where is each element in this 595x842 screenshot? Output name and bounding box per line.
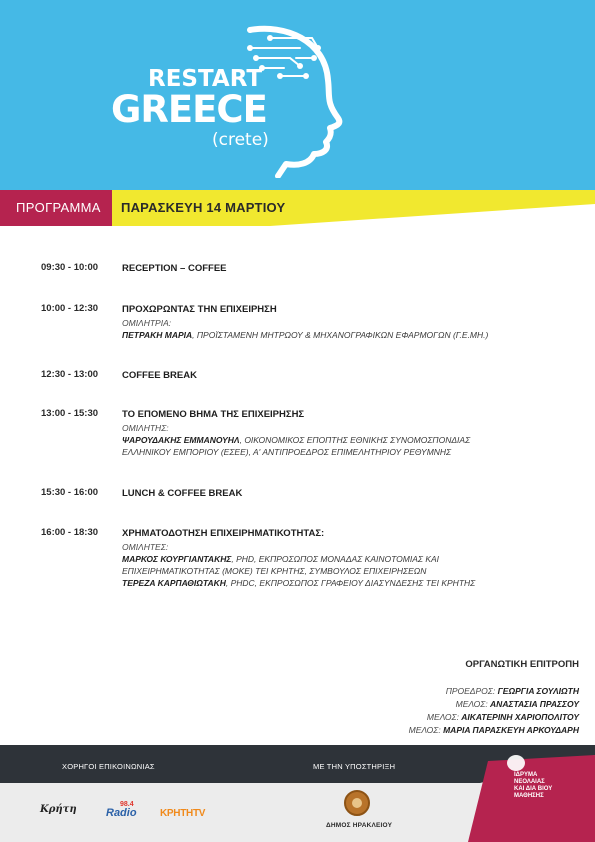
municipality-seal-icon [344, 790, 370, 816]
member-role: ΜΕΛΟΣ: [408, 725, 444, 735]
slot-body [122, 369, 562, 382]
speaker-line [122, 565, 562, 577]
member-role: ΜΕΛΟΣ: [455, 699, 491, 709]
slot-time: 15:30 - 16:00 [41, 487, 99, 498]
speaker-desc: , ΠΡΟΪΣΤΑΜΕΝΗ ΜΗΤΡΩΟΥ & ΜΗΧΑΝΟΓΡΑΦΙΚΩΝ ΕΦΑΡΜΟΓΩΝ (Γ.Ε.ΜΗ.) [192, 330, 489, 340]
speaker-desc: ΕΠΙΧΕΙΡΗΜΑΤΙΚΟΤΗΤΑΣ (ΜΟΚΕ) ΤΕΙ ΚΡΗΤΗΣ, ΣΥΜΒΟΥΛΟΣ ΕΠΙΧΕΙΡΗΣΕΩΝ [122, 566, 427, 576]
slot-title: ΤΟ ΕΠΟΜΕΝΟ ΒΗΜΑ ΤΗΣ ΕΠΙΧΕΙΡΗΣΗΣ [122, 409, 305, 420]
speaker-desc: , ΟΙΚΟΝΟΜΙΚΟΣ ΕΠΟΠΤΗΣ ΕΘΝΙΚΗΣ ΣΥΝΟΜΟΣΠΟΝΔΙΑΣ [239, 435, 471, 445]
speaker-desc: , PHD, ΕΚΠΡΟΣΩΠΟΣ ΜΟΝΑΔΑΣ ΚΑΙΝΟΤΟΜΙΑΣ ΚΑΙ [231, 554, 440, 564]
member-role: ΜΕΛΟΣ: [426, 712, 462, 722]
speaker-line [122, 577, 562, 589]
kriti-newspaper-logo: Κρήτη [40, 804, 77, 815]
committee-member [279, 711, 579, 724]
inedivim-logo-text [514, 772, 574, 800]
speaker-name: ΜΑΡΚΟΣ ΚΟΥΡΓΙΑΝΤΑΚΗΣ [122, 554, 232, 564]
slot-role: ΟΜΙΛΗΤΡΙΑ: [122, 318, 172, 328]
speaker-name: ΤΕΡΕΖΑ ΚΑΡΠΑΘΙΩΤΑΚΗ [122, 578, 226, 588]
slot-time: 13:00 - 15:30 [41, 408, 99, 419]
program-date: ΠΑΡΑΣΚΕΥΗ 14 ΜΑΡΤΙΟΥ [121, 200, 286, 215]
inedivim-line: ΚΑΙ ΔΙΑ ΒΙΟΥ [514, 786, 553, 792]
slot-body [122, 527, 562, 589]
municipality-name: ΔΗΜΟΣ ΗΡΑΚΛΕΙΟΥ [326, 822, 393, 829]
inedivim-line: ΜΑΘΗΣΗΣ [514, 793, 544, 799]
footer-background [0, 745, 595, 842]
speaker-desc: ΕΛΛΗΝΙΚΟΥ ΕΜΠΟΡΙΟΥ (ΕΣΕΕ), Α' ΑΝΤΙΠΡΟΕΔΡΟΣ ΕΠΙΜΕΛΗΤΗΡΙΟΥ ΡΕΘΥΜΝΗΣ [122, 447, 452, 457]
program-label: ΠΡΟΓΡΑΜΜΑ [16, 200, 101, 215]
member-role: ΠΡΟΕΔΡΟΣ: [445, 686, 498, 696]
committee-member [279, 698, 579, 711]
slot-body [122, 303, 562, 341]
slot-title: ΠΡΟΧΩΡΩΝΤΑΣ ΤΗΝ ΕΠΙΧΕΙΡΗΣΗ [122, 304, 277, 315]
member-name: ΓΕΩΡΓΙΑ ΣΟΥΛΙΩΤΗ [497, 686, 579, 696]
inedivim-line: ΙΔΡΥΜΑ [514, 772, 538, 778]
kriti-tv-logo: ΚΡΗΤΗTV [160, 808, 206, 819]
inedivim-line: ΝΕΟΛΑΙΑΣ [514, 779, 545, 785]
slot-role: ΟΜΙΛΗΤΕΣ: [122, 542, 169, 552]
logo-restart-text: RESTART [148, 66, 263, 92]
speaker-line [122, 329, 562, 341]
slot-time: 12:30 - 13:00 [41, 369, 99, 380]
slot-title: ΧΡΗΜΑΤΟΔΟΤΗΣΗ ΕΠΙΧΕΙΡΗΜΑΤΙΚΟΤΗΤΑΣ: [122, 528, 325, 539]
member-name: ΑΙΚΑΤΕΡΙΝΗ ΧΑΡΙΟΠΟΛΙΤΟΥ [461, 712, 579, 722]
footer [0, 745, 595, 842]
speaker-name: ΠΕΤΡΑΚΗ ΜΑΡΙΑ [122, 330, 193, 340]
radio-frequency: 98.4 [120, 801, 134, 808]
committee-title: ΟΡΓΑΝΩΤΙΚΗ ΕΠΙΤΡΟΠΗ [465, 659, 579, 670]
committee-member [279, 724, 579, 737]
slot-body [122, 262, 562, 275]
logo-crete-text: (crete) [212, 130, 269, 150]
slot-title: RECEPTION – COFFEE [122, 263, 227, 274]
speaker-desc: , PHDC, ΕΚΠΡΟΣΩΠΟΣ ΓΡΑΦΕΙΟΥ ΔΙΑΣΥΝΔΕΣΗΣ ΤΕΙ ΚΡΗΤΗΣ [225, 578, 476, 588]
speaker-line [122, 553, 562, 565]
slot-title: LUNCH & COFFEE BREAK [122, 488, 243, 499]
speaker-line [122, 434, 562, 446]
slot-time: 16:00 - 18:30 [41, 527, 99, 538]
slot-body [122, 487, 562, 500]
sponsors-label: ΧΟΡΗΓΟΙ ΕΠΙΚΟΙΝΩΝΙΑΣ [62, 762, 155, 771]
inedivim-logo-icon [507, 755, 525, 771]
logo-greece-text: GREECE [111, 88, 267, 131]
speaker-name: ΨΑΡΟΥΔΑΚΗΣ ΕΜΜΑΝΟΥΗΛ [122, 435, 240, 445]
member-name: ΜΑΡΙΑ ΠΑΡΑΣΚΕΥΗ ΑΡΚΟΥΔΑΡΗ [443, 725, 579, 735]
organizing-committee [279, 659, 579, 737]
header-banner [0, 0, 595, 190]
restart-greece-logo [100, 18, 360, 178]
committee-member [279, 685, 579, 698]
support-label: ΜΕ ΤΗΝ ΥΠΟΣΤΗΡΙΞΗ [313, 762, 396, 771]
slot-role: ΟΜΙΛΗΤΗΣ: [122, 423, 169, 433]
program-bar [0, 190, 595, 226]
slot-time: 10:00 - 12:30 [41, 303, 99, 314]
slot-time: 09:30 - 10:00 [41, 262, 99, 273]
speaker-line [122, 446, 562, 458]
slot-title: COFFEE BREAK [122, 370, 197, 381]
slot-body [122, 408, 562, 458]
radio-logo: Radio [106, 807, 137, 819]
member-name: ΑΝΑΣΤΑΣΙΑ ΠΡΑΣΣΟΥ [490, 699, 579, 709]
